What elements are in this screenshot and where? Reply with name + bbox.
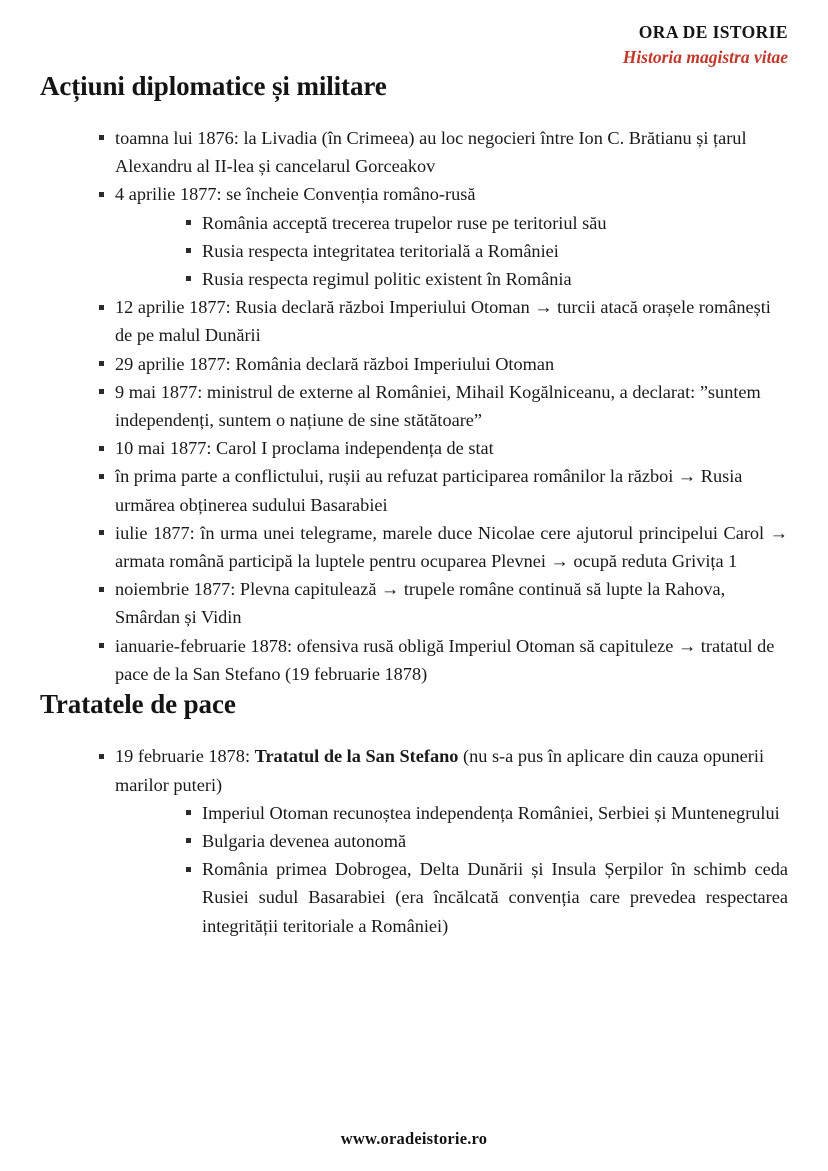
bullet-square-icon <box>99 361 104 366</box>
sub-list <box>185 209 788 294</box>
brand-tagline: Historia magistra vitae <box>622 46 788 67</box>
text-segment: (nu s-a pus în aplicare din cauza opunerii marilor puteri) <box>115 746 765 795</box>
list-item-text: noiembrie 1877: Plevna capitulează → trupele române continuă să lupte la Rahova, Smârdan și Vidin <box>115 579 726 628</box>
list-item-text: 12 aprilie 1877: Rusia declară război Imperiului Otoman → turcii atacă orașele românești de pe malul Dunării <box>115 297 771 346</box>
sub-list-item <box>185 237 788 265</box>
brand-title: ORA DE ISTORIE <box>638 22 788 42</box>
bullet-square-icon <box>186 248 191 253</box>
bullet-square-icon <box>99 135 104 140</box>
list-item-text: în prima parte a conflictului, rușii au refuzat participarea românilor la război → Rusia urmărea obținerea sudului Basarabiei <box>115 466 743 515</box>
bullet-square-icon <box>99 530 104 535</box>
list-item <box>98 350 788 378</box>
section-title-actiuni: Acțiuni diplomatice și militare <box>40 70 387 101</box>
bullet-square-icon <box>99 192 104 197</box>
list-item-text: 4 aprilie 1877: se încheie Convenția româno-rusă <box>115 184 476 205</box>
bullet-square-icon <box>99 754 104 759</box>
list-item <box>98 378 788 434</box>
list-item-text: Rusia respecta regimul politic existent în România <box>202 268 572 289</box>
sub-list <box>185 799 788 940</box>
list-item-text: toamna lui 1876: la Livadia (în Crimeea) au loc negocieri între Ion C. Brătianu și țarul Alexandru al II-lea și cancelarul Gorceakov <box>115 127 747 177</box>
bullet-square-icon <box>99 643 104 648</box>
list-item-text: 29 aprilie 1877: România declară război Imperiului Otoman <box>115 353 555 374</box>
bullet-square-icon <box>186 276 191 281</box>
bullet-square-icon <box>186 838 191 843</box>
list-item <box>98 293 788 349</box>
list-item <box>98 519 788 575</box>
list-item-text: ianuarie-februarie 1878: ofensiva rusă obligă Imperiul Otoman să capituleze → tratatul de pace de la San Stefano (19 februarie 1878) <box>115 635 775 684</box>
list-item <box>98 124 788 180</box>
sub-list-item <box>185 799 788 827</box>
bullet-square-icon <box>99 305 104 310</box>
document-header <box>40 22 788 70</box>
section-list-actiuni <box>98 124 788 688</box>
bullet-square-icon <box>99 474 104 479</box>
list-item <box>98 575 788 631</box>
list-item-text: Rusia respecta integritatea teritorială a României <box>202 240 559 261</box>
sub-list-item <box>185 209 788 237</box>
treaty-name-emphasis: Tratatul de la San Stefano <box>254 746 459 767</box>
bullet-square-icon <box>186 220 191 225</box>
list-item-text: Bulgaria devenea autonomă <box>202 830 407 851</box>
sub-list-item <box>185 265 788 293</box>
bullet-square-icon <box>99 587 104 592</box>
bullet-square-icon <box>99 389 104 394</box>
sub-list-item <box>185 827 788 855</box>
bullet-square-icon <box>99 446 104 451</box>
bullet-square-icon <box>186 810 191 815</box>
list-item-text: 10 mai 1877: Carol I proclama independența de stat <box>115 438 494 459</box>
list-item-text: România primea Dobrogea, Delta Dunării și Insula Șerpilor în schimb ceda Rusiei sudul Basarabiei (era încălcată convenția care prevedea respectarea integrității teritoriale a României) <box>202 859 788 936</box>
list-item <box>98 632 788 688</box>
list-item-text: iulie 1877: în urma unei telegrame, marele duce Nicolae cere ajutorul principelui Carol → armata română participă la luptele pentru ocuparea Plevnei → ocupă reduta Grivița 1 <box>115 522 788 571</box>
list-item-text: Imperiul Otoman recunoștea independența României, Serbiei și Muntenegrului <box>202 802 780 823</box>
section-title-tratate: Tratatele de pace <box>40 688 236 719</box>
list-item-text: 9 mai 1877: ministrul de externe al României, Mihail Kogălniceanu, a declarat: ”suntem independenți, suntem o națiune de sine stătătoare” <box>115 381 761 430</box>
bullet-square-icon <box>186 867 191 872</box>
section-list-tratate <box>98 742 788 939</box>
list-item-text <box>115 742 788 798</box>
footer-website: www.oradeistorie.ro <box>340 1129 488 1148</box>
sub-list-item <box>185 855 788 940</box>
text-segment: 19 februarie 1878: <box>115 746 255 767</box>
list-item <box>98 180 788 293</box>
list-item <box>98 462 788 518</box>
list-item-text: România acceptă trecerea trupelor ruse pe teritoriul său <box>202 212 607 233</box>
list-item <box>98 742 788 939</box>
list-item <box>98 434 788 462</box>
